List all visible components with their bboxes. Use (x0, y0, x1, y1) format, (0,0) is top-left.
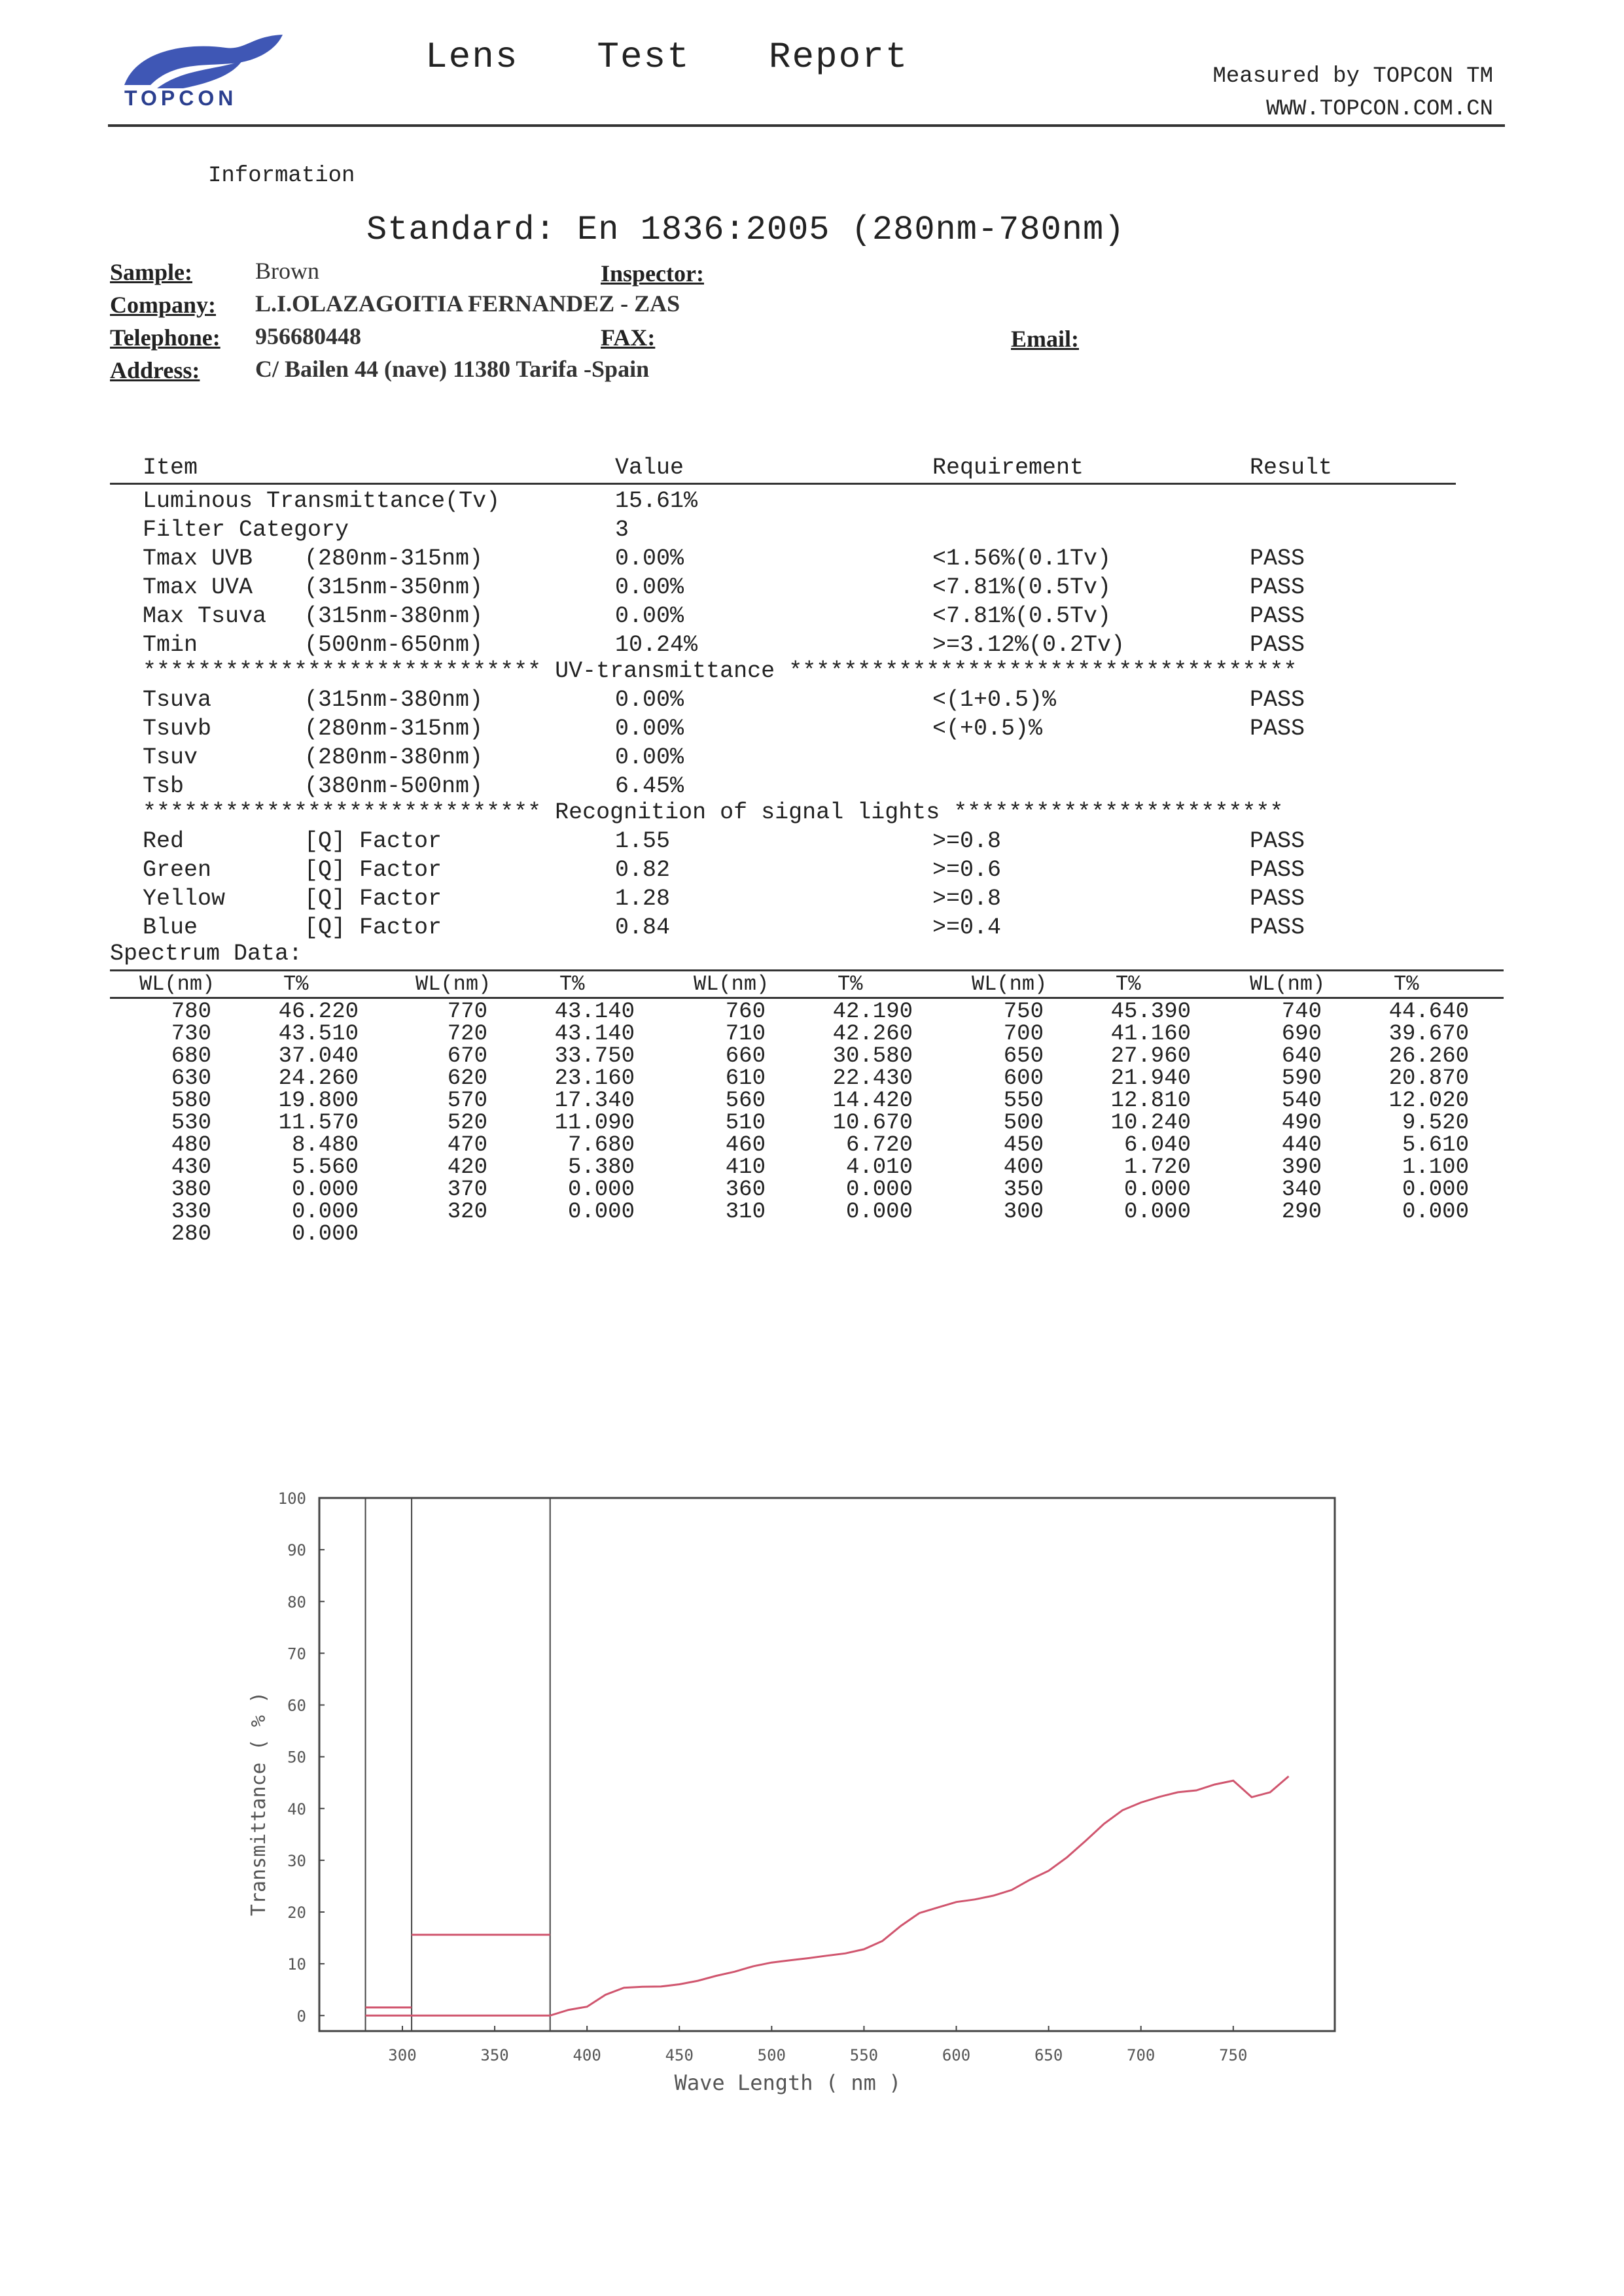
spectrum-wl-cell: 470 (447, 1133, 487, 1158)
result-row-value: 3 (615, 517, 629, 543)
spectrum-col-wl: WL(nm) (972, 972, 1048, 996)
signal-row-range: [Q] Factor (304, 828, 442, 854)
fax-label: FAX: (601, 324, 656, 351)
spectrum-t-cell: 0.000 (291, 1200, 359, 1225)
result-row-item: Max Tsuva (143, 603, 267, 629)
spectrum-wl-cell: 510 (725, 1111, 766, 1136)
signal-row-item: Green (143, 857, 212, 883)
title-word-lens: Lens (425, 36, 519, 78)
result-row-req: <1.56%(0.1Tv) (932, 546, 1112, 572)
report-title (425, 36, 908, 78)
signal-row-value: 1.55 (615, 828, 671, 854)
spectrum-wl-cell: 320 (447, 1200, 487, 1225)
title-word-report: Report (768, 36, 909, 78)
result-row-item: Tmax UVA (143, 574, 253, 600)
x-tick-label: 750 (1219, 2046, 1248, 2064)
spectrum-wl-cell: 650 (1003, 1044, 1044, 1069)
spectrum-wl-cell: 600 (1003, 1066, 1044, 1091)
spectrum-t-cell: 27.960 (1110, 1044, 1191, 1069)
spectrum-wl-cell: 610 (725, 1066, 766, 1091)
spectrum-wl-cell: 540 (1281, 1088, 1322, 1113)
result-row-req: <7.81%(0.5Tv) (932, 574, 1112, 600)
spectrum-t-cell: 0.000 (291, 1177, 359, 1202)
spectrum-t-cell: 24.260 (278, 1066, 359, 1091)
uv-row-result: PASS (1250, 687, 1305, 713)
uv-row-value: 0.00% (615, 687, 684, 713)
spectrum-wl-cell: 410 (725, 1155, 766, 1180)
result-row-result: PASS (1250, 546, 1305, 572)
x-tick-label: 400 (573, 2046, 601, 2064)
result-row-value: 0.00% (615, 574, 684, 600)
telephone-value: 956680448 (255, 323, 361, 349)
spectrum-wl-cell: 300 (1003, 1200, 1044, 1225)
spectrum-wl-cell: 380 (171, 1177, 211, 1202)
spectrum-t-cell: 12.810 (1110, 1088, 1191, 1113)
signal-row-value: 1.28 (615, 886, 671, 912)
uv-row-value: 0.00% (615, 744, 684, 771)
spectrum-t-cell: 11.570 (278, 1111, 359, 1136)
spectrum-t-cell: 22.430 (832, 1066, 913, 1091)
spectrum-wl-cell: 770 (447, 1000, 487, 1024)
spectrum-wl-cell: 520 (447, 1111, 487, 1136)
spectrum-wl-cell: 490 (1281, 1111, 1322, 1136)
spectrum-t-cell: 0.000 (1402, 1177, 1469, 1202)
uv-row-item: Tsuv (143, 744, 198, 771)
signal-row-req: >=0.4 (932, 914, 1002, 941)
x-tick-label: 600 (942, 2046, 971, 2064)
inspector-label: Inspector: (601, 260, 704, 287)
result-row-range: (315nm-380nm) (304, 603, 484, 629)
signal-row-item: Blue (143, 914, 198, 941)
telephone-label: Telephone: (110, 324, 221, 351)
spectrum-wl-cell: 780 (171, 1000, 211, 1024)
result-row-req: <7.81%(0.5Tv) (932, 603, 1112, 629)
spectrum-t-cell: 33.750 (554, 1044, 635, 1069)
spectrum-t-cell: 0.000 (291, 1222, 359, 1247)
spectrum-t-cell: 4.010 (845, 1155, 913, 1180)
y-tick-label: 90 (287, 1541, 306, 1560)
table-header-rule (110, 483, 1456, 485)
uv-row-value: 6.45% (615, 773, 684, 799)
y-tick-label: 40 (287, 1800, 306, 1818)
spectrum-wl-cell: 760 (725, 1000, 766, 1024)
spectrum-t-cell: 5.560 (291, 1155, 359, 1180)
header-item: Item (143, 455, 198, 481)
uv-row-value: 0.00% (615, 716, 684, 742)
spectrum-t-cell: 37.040 (278, 1044, 359, 1069)
signal-row-req: >=0.8 (932, 886, 1002, 912)
y-tick-label: 30 (287, 1851, 306, 1870)
spectrum-t-cell: 7.680 (567, 1133, 635, 1158)
uv-row-req: <(+0.5)% (932, 716, 1043, 742)
signal-row-range: [Q] Factor (304, 914, 442, 941)
x-tick-label: 450 (665, 2046, 694, 2064)
result-row-range: (280nm-315nm) (304, 546, 484, 572)
plot-frame (319, 1498, 1335, 2031)
spectrum-top-rule (110, 969, 1504, 971)
signal-row-result: PASS (1250, 857, 1305, 883)
signal-row-value: 0.84 (615, 914, 671, 941)
spectrum-wl-cell: 630 (171, 1066, 211, 1091)
result-row-range: (315nm-350nm) (304, 574, 484, 600)
spectrum-t-cell: 11.090 (554, 1111, 635, 1136)
uv-section-title: UV-transmittance (555, 658, 775, 684)
result-row-req: >=3.12%(0.2Tv) (932, 632, 1125, 658)
spectrum-t-cell: 44.640 (1388, 1000, 1469, 1024)
uv-row-req: <(1+0.5)% (932, 687, 1057, 713)
transmittance-line (366, 1777, 1289, 2016)
spectrum-col-wl: WL(nm) (694, 972, 769, 996)
spectrum-t-cell: 10.240 (1110, 1111, 1191, 1136)
x-tick-label: 700 (1127, 2046, 1156, 2064)
uv-row-range: (380nm-500nm) (304, 773, 484, 799)
spectrum-col-t: T% (838, 972, 863, 996)
company-value: L.I.OLAZAGOITIA FERNANDEZ - ZAS (255, 290, 680, 317)
spectrum-t-cell: 26.260 (1388, 1044, 1469, 1069)
y-axis-label: Transmittance ( % ) (247, 1691, 270, 1917)
spectrum-wl-cell: 690 (1281, 1022, 1322, 1047)
spectrum-t-cell: 20.870 (1388, 1066, 1469, 1091)
spectrum-t-cell: 14.420 (832, 1088, 913, 1113)
spectrum-t-cell: 39.670 (1388, 1022, 1469, 1047)
spectrum-wl-cell: 350 (1003, 1177, 1044, 1202)
signal-row-item: Red (143, 828, 185, 854)
email-label: Email: (1011, 326, 1079, 352)
uv-row-item: Tsuvb (143, 716, 212, 742)
spectrum-t-cell: 0.000 (567, 1200, 635, 1225)
spectrum-wl-cell: 680 (171, 1044, 211, 1069)
information-label: Information (208, 164, 355, 188)
x-tick-label: 300 (388, 2046, 417, 2064)
spectrum-t-cell: 46.220 (278, 1000, 359, 1024)
uv-row-item: Tsb (143, 773, 185, 799)
spectrum-wl-cell: 570 (447, 1088, 487, 1113)
header-result: Result (1250, 455, 1333, 481)
spectrum-title: Spectrum Data: (110, 941, 303, 967)
spectrum-t-cell: 43.140 (554, 1000, 635, 1024)
spectrum-col-t: T% (1116, 972, 1141, 996)
spectrum-t-cell: 19.800 (278, 1088, 359, 1113)
signal-row-value: 0.82 (615, 857, 671, 883)
spectrum-wl-cell: 700 (1003, 1022, 1044, 1047)
topcon-logo (111, 23, 294, 108)
spectrum-t-cell: 1.100 (1402, 1155, 1469, 1180)
spectrum-t-cell: 42.190 (832, 1000, 913, 1024)
y-tick-label: 10 (287, 1955, 306, 1974)
spectrum-wl-cell: 580 (171, 1088, 211, 1113)
company-label: Company: (110, 292, 217, 318)
spectrum-wl-cell: 710 (725, 1022, 766, 1047)
y-tick-label: 0 (296, 2007, 306, 2026)
x-tick-label: 650 (1034, 2046, 1063, 2064)
spectrum-t-cell: 43.140 (554, 1022, 635, 1047)
spectrum-t-cell: 0.000 (1402, 1200, 1469, 1225)
spectrum-wl-cell: 440 (1281, 1133, 1322, 1158)
address-value: C/ Bailen 44 (nave) 11380 Tarifa -Spain (255, 356, 650, 382)
result-row-item: Luminous Transmittance(Tv) (143, 488, 501, 514)
title-word-test: Test (597, 36, 690, 78)
measured-by-block (1213, 60, 1493, 126)
uv-row-range: (280nm-315nm) (304, 716, 484, 742)
spectrum-wl-cell: 420 (447, 1155, 487, 1180)
spectrum-wl-cell: 330 (171, 1200, 211, 1225)
spectrum-col-t: T% (559, 972, 585, 996)
signal-row-req: >=0.6 (932, 857, 1002, 883)
spectrum-t-cell: 41.160 (1110, 1022, 1191, 1047)
result-row-result: PASS (1250, 603, 1305, 629)
spectrum-wl-cell: 280 (171, 1222, 211, 1247)
spectrum-wl-cell: 430 (171, 1155, 211, 1180)
spectrum-t-cell: 0.000 (845, 1177, 913, 1202)
signal-row-range: [Q] Factor (304, 886, 442, 912)
spectrum-wl-cell: 460 (725, 1133, 766, 1158)
x-tick-label: 550 (849, 2046, 879, 2064)
spectrum-col-t: T% (283, 972, 309, 996)
spectrum-wl-cell: 480 (171, 1133, 211, 1158)
address-label: Address: (110, 357, 200, 383)
result-row-item: Tmax UVB (143, 546, 253, 572)
result-row-value: 0.00% (615, 603, 684, 629)
spectrum-wl-cell: 500 (1003, 1111, 1044, 1136)
logo-text: TOPCON (124, 86, 238, 108)
spectrum-header-rule (110, 997, 1504, 999)
result-row-result: PASS (1250, 574, 1305, 600)
spectrum-col-t: T% (1394, 972, 1419, 996)
signal-row-item: Yellow (143, 886, 226, 912)
signal-row-range: [Q] Factor (304, 857, 442, 883)
spectrum-t-cell: 9.520 (1402, 1111, 1469, 1136)
measured-by: Measured by TOPCON TM (1212, 64, 1493, 89)
spectrum-wl-cell: 360 (725, 1177, 766, 1202)
spectrum-wl-cell: 400 (1003, 1155, 1044, 1180)
spectrum-t-cell: 42.260 (832, 1022, 913, 1047)
uv-row-item: Tsuva (143, 687, 212, 713)
spectrum-t-cell: 43.510 (278, 1022, 359, 1047)
spectrum-t-cell: 30.580 (832, 1044, 913, 1069)
spectrum-wl-cell: 310 (725, 1200, 766, 1225)
y-tick-label: 80 (287, 1593, 306, 1612)
spectrum-t-cell: 5.380 (567, 1155, 635, 1180)
spectrum-t-cell: 5.610 (1402, 1133, 1469, 1158)
result-row-value: 0.00% (615, 546, 684, 572)
spectrum-t-cell: 8.480 (291, 1133, 359, 1158)
header-value: Value (615, 455, 684, 481)
spectrum-wl-cell: 720 (447, 1022, 487, 1047)
spectrum-wl-cell: 620 (447, 1066, 487, 1091)
signal-row-result: PASS (1250, 886, 1305, 912)
spectrum-col-wl: WL(nm) (139, 972, 215, 996)
spectrum-wl-cell: 340 (1281, 1177, 1322, 1202)
header-requirement: Requirement (932, 455, 1084, 481)
spectrum-wl-cell: 450 (1003, 1133, 1044, 1158)
website: WWW.TOPCON.COM.CN (1266, 97, 1493, 122)
spectrum-t-cell: 1.720 (1123, 1155, 1191, 1180)
spectrum-t-cell: 0.000 (1123, 1200, 1191, 1225)
spectrum-t-cell: 10.670 (832, 1111, 913, 1136)
spectrum-t-cell: 6.040 (1123, 1133, 1191, 1158)
spectrum-wl-cell: 640 (1281, 1044, 1322, 1069)
y-tick-label: 20 (287, 1904, 306, 1922)
spectrum-wl-cell: 530 (171, 1111, 211, 1136)
signal-stars-left: ***************************** (143, 799, 542, 826)
spectrum-wl-cell: 560 (725, 1088, 766, 1113)
spectrum-t-cell: 45.390 (1110, 1000, 1191, 1024)
spectrum-wl-cell: 590 (1281, 1066, 1322, 1091)
spectrum-t-cell: 0.000 (1123, 1177, 1191, 1202)
x-tick-label: 350 (480, 2046, 509, 2064)
y-tick-label: 70 (287, 1644, 306, 1663)
uv-row-range: (280nm-380nm) (304, 744, 484, 771)
uv-stars-right: ************************************* (788, 658, 1297, 684)
sample-label: Sample: (110, 259, 192, 285)
y-tick-label: 60 (287, 1696, 306, 1715)
uv-row-range: (315nm-380nm) (304, 687, 484, 713)
spectrum-wl-cell: 290 (1281, 1200, 1322, 1225)
uv-section-divider (143, 658, 1458, 684)
header-divider (108, 124, 1505, 127)
spectrum-wl-cell: 660 (725, 1044, 766, 1069)
result-row-item: Filter Category (143, 517, 349, 543)
spectrum-col-wl: WL(nm) (415, 972, 491, 996)
spectrum-t-cell: 21.940 (1110, 1066, 1191, 1091)
uv-stars-left: ***************************** (143, 658, 542, 684)
uv-row-result: PASS (1250, 716, 1305, 742)
transmittance-chart (236, 1478, 1361, 2100)
signal-row-result: PASS (1250, 828, 1305, 854)
standard-heading: Standard: En 1836:2005 (280nm-780nm) (366, 211, 1125, 249)
sample-value: Brown (255, 258, 319, 284)
y-tick-label: 100 (277, 1489, 306, 1508)
spectrum-t-cell: 23.160 (554, 1066, 635, 1091)
spectrum-t-cell: 17.340 (554, 1088, 635, 1113)
result-row-value: 15.61% (615, 488, 698, 514)
result-row-item: Tmin (143, 632, 198, 658)
result-row-value: 10.24% (615, 632, 698, 658)
y-tick-label: 50 (287, 1748, 306, 1767)
spectrum-wl-cell: 370 (447, 1177, 487, 1202)
spectrum-col-wl: WL(nm) (1250, 972, 1326, 996)
signal-section-divider (143, 799, 1458, 826)
spectrum-wl-cell: 390 (1281, 1155, 1322, 1180)
spectrum-wl-cell: 750 (1003, 1000, 1044, 1024)
signal-section-title: Recognition of signal lights (555, 799, 940, 826)
result-row-result: PASS (1250, 632, 1305, 658)
spectrum-t-cell: 0.000 (567, 1177, 635, 1202)
spectrum-t-cell: 6.720 (845, 1133, 913, 1158)
spectrum-wl-cell: 550 (1003, 1088, 1044, 1113)
signal-stars-right: ************************ (953, 799, 1284, 826)
spectrum-wl-cell: 670 (447, 1044, 487, 1069)
spectrum-t-cell: 0.000 (845, 1200, 913, 1225)
result-row-range: (500nm-650nm) (304, 632, 484, 658)
signal-row-result: PASS (1250, 914, 1305, 941)
signal-row-req: >=0.8 (932, 828, 1002, 854)
x-axis-label: Wave Length ( nm ) (674, 2070, 902, 2095)
spectrum-t-cell: 12.020 (1388, 1088, 1469, 1113)
x-tick-label: 500 (757, 2046, 786, 2064)
spectrum-wl-cell: 740 (1281, 1000, 1322, 1024)
spectrum-wl-cell: 730 (171, 1022, 211, 1047)
